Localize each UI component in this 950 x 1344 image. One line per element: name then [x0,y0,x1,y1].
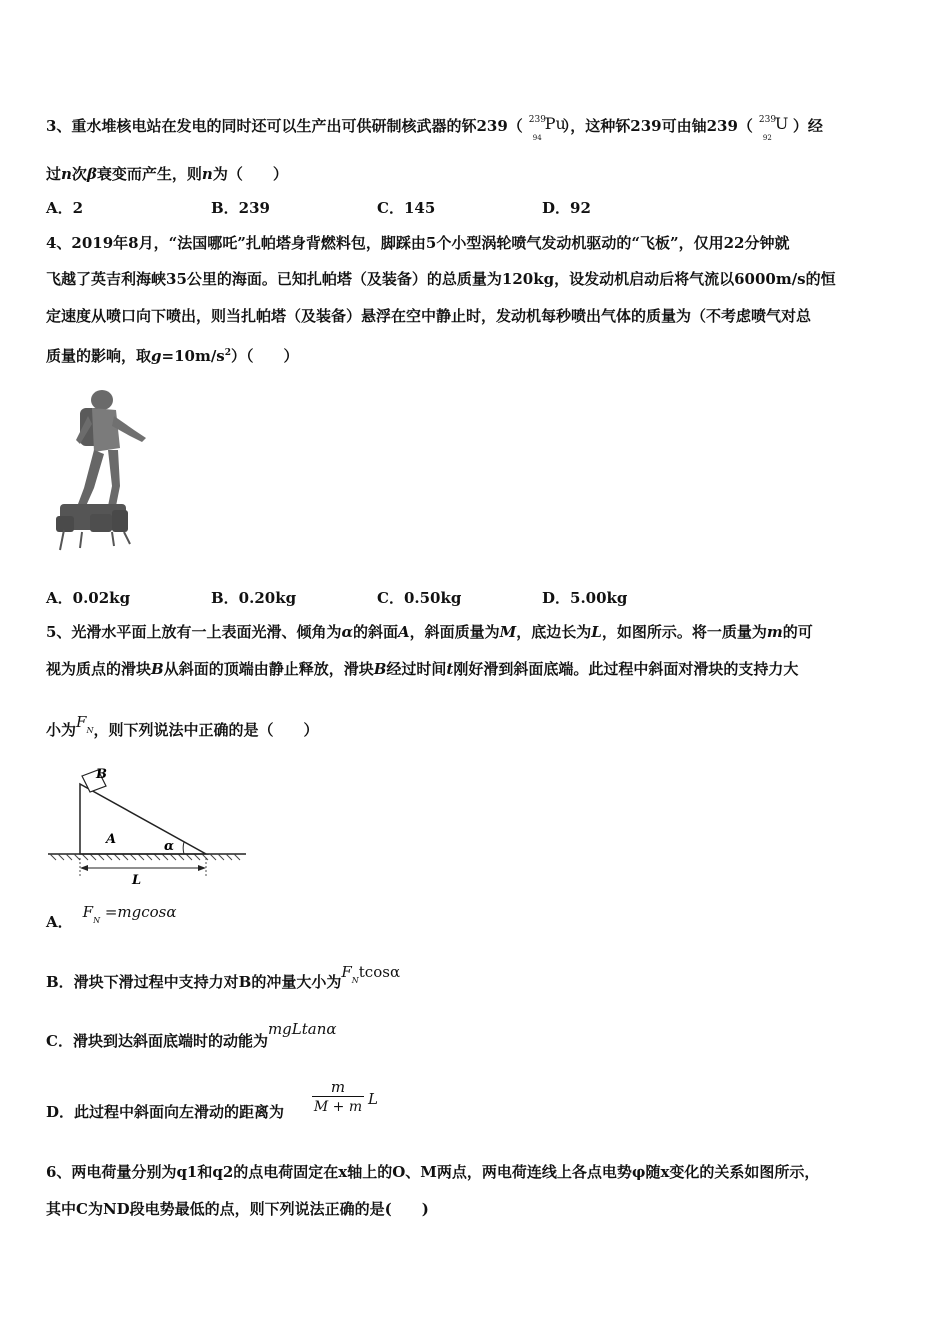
q6-line-1: 6、两电荷量分别为q1和q2的点电荷固定在x轴上的O、M两点，两电荷连线上各点电势φ随x变化的关系如图所示， [46,1163,820,1181]
q4-line-1: 4、2019年8月，“法国哪吒”扎帕塔身背燃料包，脚踩由5个小型涡轮喷气发动机驱动的“飞板”，仅用22分钟就 [46,234,790,252]
q3-option-b[interactable]: B．239 [211,199,270,217]
q4-option-d[interactable]: D．5.00kg [542,589,628,607]
pu-isotope: 239 94 Pu [528,114,566,142]
q5-line-1: 5、光滑水平面上放有一上表面光滑、倾角为α的斜面A，斜面质量为M，底边长为L，如图所示。将一质量为m的可 [46,623,813,641]
q5-option-b[interactable]: B．滑块下滑过程中支持力对B的冲量大小为$F_Ntcos\alpha$ [46,963,401,991]
q6-line-2: 其中C为ND段电势最低的点，则下列说法正确的是( ) [46,1200,429,1218]
q5-option-a[interactable]: A．$F_N =mgcos\alpha$ [46,903,177,931]
q4-line-4: 质量的影响，取$g=10m/s^2$）（ ） [46,347,299,365]
q5-line-3: 小为$F_N$，则下列说法中正确的是（ ） [46,713,319,739]
q3-option-c[interactable]: C．145 [377,199,436,217]
wedge-a [80,784,206,854]
q5-option-d[interactable]: D．此过程中斜面向左滑动的距离为 [46,1103,285,1121]
q5-option-c[interactable]: C．滑块到达斜面底端时的动能为mgLtanα [46,1020,337,1050]
q3-line-1: 3、重水堆核电站在发电的同时还可以生产出可供研制核武器的钚239（ 239 94 Pu ），这种钚239可由铀239（ 239 92 U ）经 [46,114,823,142]
q4-line-2: 飞越了英吉利海峡35公里的海面。已知扎帕塔（及装备）的总质量为120kg，设发动机启动后将气流以6000m/s的恒 [46,270,836,288]
label-alpha: α [164,839,175,854]
label-a: A [106,832,117,847]
label-l: L [132,873,142,886]
q3-option-d[interactable]: D．92 [542,199,591,217]
q3-line-2: 过n次β衰变而产生，则n为（ ） [46,165,288,183]
fraction-l: L [368,1090,378,1108]
q4-option-c[interactable]: C．0.50kg [377,589,462,607]
q5-line-2: 视为质点的滑块B从斜面的顶端由静止释放，滑块B经过时间t刚好滑到斜面底端。此过程中斜面对滑块的支持力大 [46,660,799,678]
ground-hatch [50,854,240,860]
flyboard-rider-image [50,386,150,554]
fraction-m-over-mm: $\frac{m}{M + m}$ [313,1078,363,1115]
q4-line-3: 定速度从喷口向下喷出，则当扎帕塔（及装备）悬浮在空中静止时，发动机每秒喷出气体的质量为（不考虑喷气对总 [46,307,812,325]
u-isotope: 239 92 U [758,114,789,142]
label-b: B [96,767,107,782]
q4-option-a[interactable]: A．0.02kg [46,589,131,607]
q4-option-b[interactable]: B．0.20kg [211,589,297,607]
angle-arc [183,842,184,854]
incline-diagram [44,762,254,886]
q3-option-a[interactable]: A．2 [46,199,84,217]
